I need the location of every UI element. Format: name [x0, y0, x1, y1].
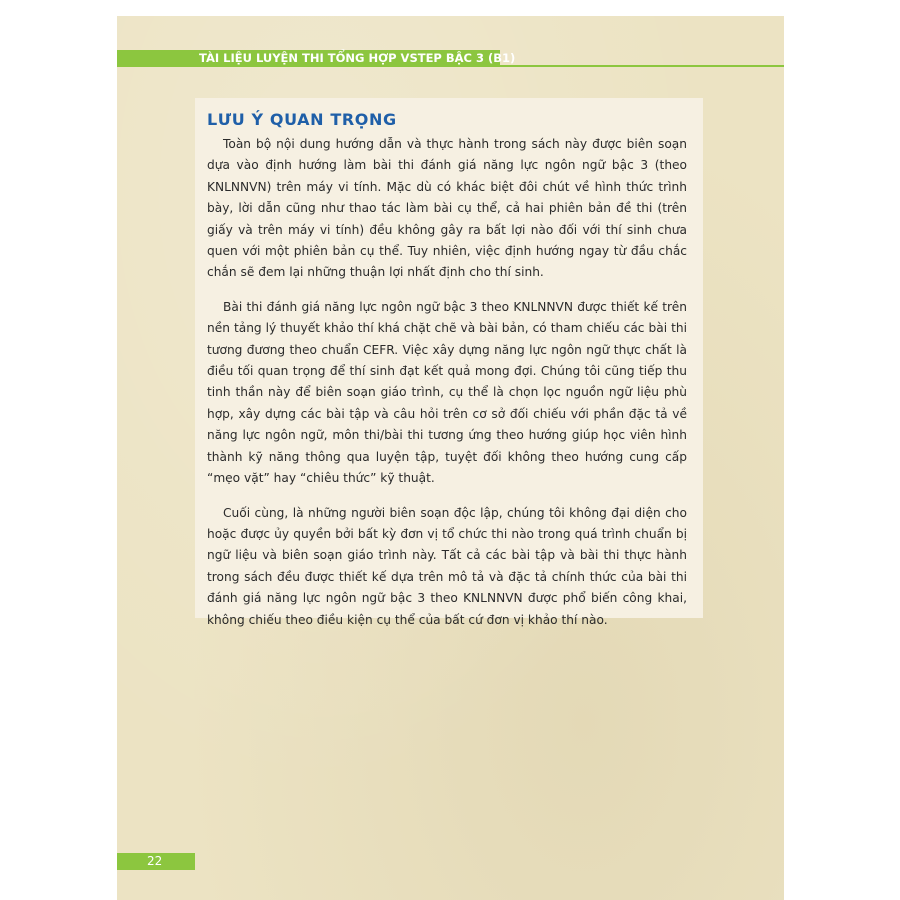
note-paragraph-2: Bài thi đánh giá năng lực ngôn ngữ bậc 3 theo KNLNNVN được thiết kế trên nền tảng lý thuyết khảo thí khá chặt chẽ và bài bản, có tham chiếu các bài thi tương đương theo chuẩn CEFR. Việc xây dựng năng lực ngôn ngữ thực chất là điều tối quan trọng để thí sinh đạt kết quả mong đợi. Chúng tôi cũng tiếp thu tinh thần này để biên soạn giáo trình, cụ thể là chọn lọc nguồn ngữ liệu phù hợp, xây dựng các bài tập và câu hỏi trên cơ sở đối chiếu với phần đặc tả về năng lực ngôn ngữ, môn thi/bài thi tương ứng theo hướng giúp học viên hình thành kỹ năng thông qua luyện tập, tuyệt đối không theo hướng cung cấp “mẹo vặt” hay “chiêu thức” kỹ thuật.: [207, 299, 687, 486]
header-rule: [500, 65, 784, 67]
note-paragraph-3: Cuối cùng, là những người biên soạn độc lập, chúng tôi không đại diện cho hoặc được ủy quyền bởi bất kỳ đơn vị tổ chức thi nào trong quá trình chuẩn bị ngữ liệu và biên soạn giáo trình này. Tất cả các bài tập và bài thi thực hành trong sách đều được thiết kế dựa trên mô tả và đặc tả chính thức của bài thi đánh giá năng lực ngôn ngữ bậc 3 theo KNLNNVN được phổ biến công khai, không chiếu theo điều kiện cụ thể của bất cứ đơn vị khảo thí nào.: [207, 505, 687, 627]
important-note-box: [195, 98, 703, 627]
book-page: [117, 16, 784, 900]
running-header: TÀI LIỆU LUYỆN THI TỔNG HỢP VSTEP BẬC 3 (B1): [117, 50, 500, 67]
note-title: LƯU Ý QUAN TRỌNG: [207, 110, 397, 129]
page-number: 22: [117, 853, 195, 870]
note-paragraph-1: Toàn bộ nội dung hướng dẫn và thực hành trong sách này được biên soạn dựa vào định hướng làm bài thi đánh giá năng lực ngôn ngữ bậc 3 (theo KNLNNVN) trên máy vi tính. Mặc dù có khác biệt đôi chút về hình thức trình bày, lời dẫn cũng như thao tác làm bài cụ thể, cả hai phiên bản đề thi (trên giấy và trên máy vi tính) đều không gây ra bất lợi nào đối với thí sinh chưa quen với một phiên bản cụ thể. Tuy nhiên, việc định hướng ngay từ đầu chắc chắn sẽ đem lại những thuận lợi nhất định cho thí sinh.: [207, 137, 687, 280]
